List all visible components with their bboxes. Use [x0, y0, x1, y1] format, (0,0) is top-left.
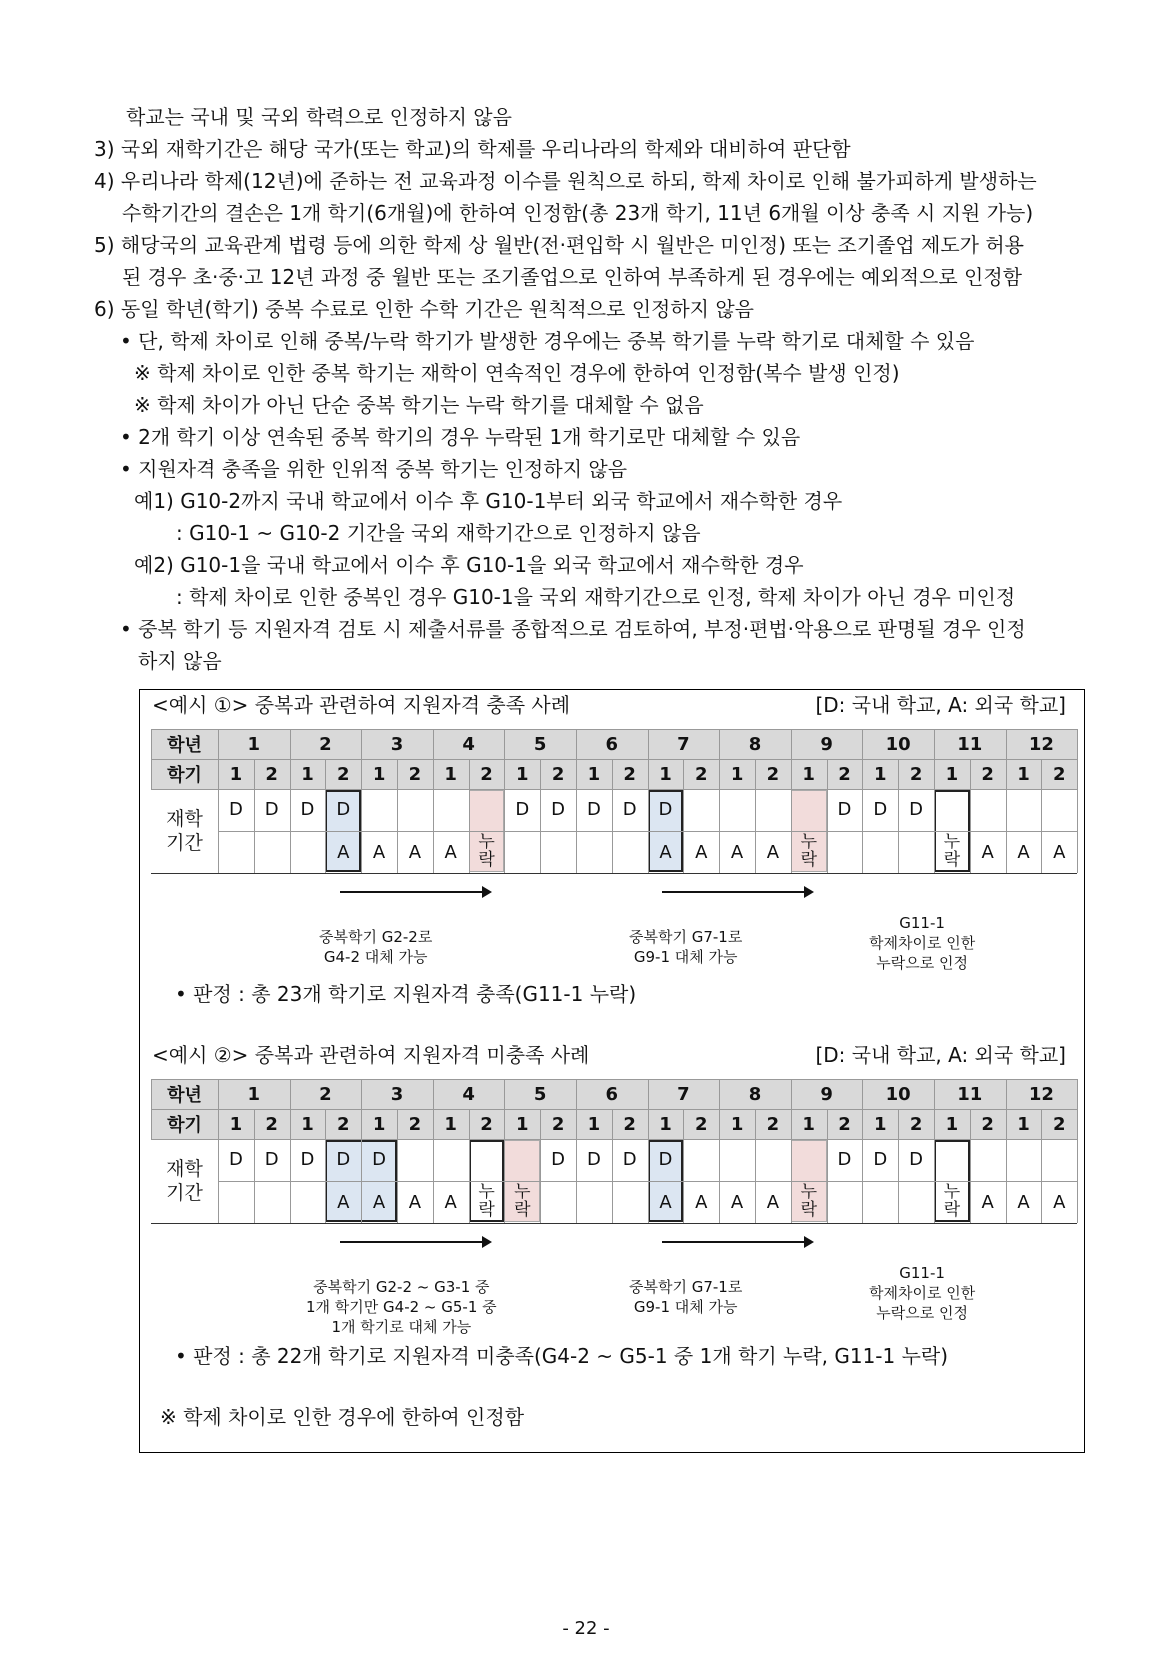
domestic-cell: D: [622, 798, 637, 820]
semester-number: 2: [909, 763, 923, 785]
paragraph-line: : 학제 차이로 인한 중복인 경우 G10-1을 국외 재학기간으로 인정, 학제 차이가 아닌 경우 미인정: [176, 585, 1016, 609]
semester-number: 1: [372, 763, 386, 785]
domestic-cell: D: [551, 798, 566, 820]
semester-number: 2: [981, 763, 994, 785]
semester-number: 1: [802, 763, 815, 785]
grid-line: [1006, 1079, 1007, 1223]
domestic-cell: D: [264, 1148, 279, 1170]
abroad-cell: A: [444, 1191, 457, 1213]
semester-label: 학기: [167, 1115, 202, 1136]
grid-line: [862, 1079, 863, 1223]
semester-number: 1: [372, 1113, 386, 1135]
grid-line: [648, 1079, 649, 1223]
grid-line: [218, 831, 1077, 832]
example1-title: <예시 ①> 중복과 관련하여 지원자격 충족 사례: [152, 693, 571, 717]
domestic-cell: D: [873, 798, 888, 820]
semester-number: 2: [981, 1113, 994, 1135]
grid-line: [218, 1079, 219, 1223]
enrollment-label: 재학 기간: [166, 808, 203, 854]
paragraph-line: • 중복 학기 등 지원자격 검토 시 제출서류를 종합적으로 검토하여, 부정·편법·악용으로 판명될 경우 인정: [120, 617, 1026, 641]
grade-number: 5: [533, 1083, 547, 1105]
grid-line: [397, 1109, 398, 1223]
grade-number: 8: [748, 1083, 762, 1105]
note-text: 중복학기 G7-1로 G9-1 대체 가능: [629, 1278, 743, 1316]
abroad-cell: A: [337, 1191, 350, 1213]
grid-line: [934, 1079, 935, 1223]
grade-number: 6: [605, 733, 619, 755]
arrow-icon: [662, 891, 812, 893]
semester-number: 1: [874, 763, 887, 785]
abroad-cell: A: [981, 841, 994, 863]
paragraph-line: • 지원자격 충족을 위한 인위적 중복 학기는 인정하지 않음: [120, 457, 628, 481]
grid-line: [254, 759, 255, 873]
abroad-cell: A: [695, 1191, 708, 1213]
missing-cell: 누 락: [478, 832, 495, 870]
grade-number: 2: [319, 733, 332, 755]
missing-cell: 누 락: [943, 1182, 961, 1220]
semester-number: 2: [909, 1113, 923, 1135]
domestic-cell: D: [658, 1148, 673, 1170]
grid-line: [504, 1079, 505, 1223]
semester-number: 2: [265, 1113, 278, 1135]
semester-number: 2: [623, 763, 636, 785]
grid-line: [151, 1109, 1077, 1110]
paragraph-line: 학교는 국내 및 국외 학력으로 인정하지 않음: [126, 105, 512, 129]
grid-line: [290, 1079, 291, 1223]
domestic-cell: D: [909, 798, 924, 820]
domestic-cell: D: [586, 798, 601, 820]
semester-number: 1: [229, 1113, 243, 1135]
grid-line: [433, 1079, 434, 1223]
semester-number: 1: [945, 1113, 959, 1135]
grade-number: 11: [957, 733, 983, 755]
example2-remark: ※ 학제 차이로 인한 경우에 한하여 인정함: [160, 1405, 525, 1429]
example2-legend: [D: 국내 학교, A: 외국 학교]: [815, 1043, 1066, 1067]
domestic-cell: D: [300, 798, 315, 820]
abroad-cell: A: [730, 841, 744, 863]
grade-number: 1: [247, 733, 261, 755]
grade-number: 11: [957, 1083, 983, 1105]
paragraph-line: 수학기간의 결손은 1개 학기(6개월)에 한하여 인정함(총 23개 학기, 11년 6개월 이상 충족 시 지원 가능): [122, 201, 1034, 225]
grid-line: [540, 759, 541, 873]
grid-line: [612, 759, 613, 873]
semester-number: 2: [1053, 763, 1066, 785]
domestic-cell: D: [336, 1148, 351, 1170]
grid-line: [934, 729, 935, 873]
paragraph-line: ※ 학제 차이가 아닌 단순 중복 학기는 누락 학기를 대체할 수 없음: [134, 393, 704, 417]
grid-line: [576, 729, 577, 873]
abroad-cell: A: [408, 1191, 422, 1213]
domestic-cell: D: [372, 1148, 387, 1170]
paragraph-line: 4) 우리나라 학제(12년)에 준하는 전 교육과정 이수를 원칙으로 하되, 학제 차이로 인해 불가피하게 발생하는: [94, 169, 1037, 193]
abroad-cell: A: [408, 841, 422, 863]
paragraph-line: 된 경우 초·중·고 12년 과정 중 월반 또는 조기졸업으로 인하여 부족하게 된 경우에는 예외적으로 인정함: [122, 265, 1022, 289]
missing-cell: 누 락: [800, 1182, 818, 1220]
grade-number: 7: [677, 733, 690, 755]
grid-line: [683, 759, 684, 873]
domestic-cell: D: [228, 1148, 243, 1170]
example1-legend: [D: 국내 학교, A: 외국 학교]: [815, 693, 1066, 717]
grid-line: [469, 1109, 470, 1223]
paragraph-line: • 2개 학기 이상 연속된 중복 학기의 경우 누락된 1개 학기로만 대체할 수 있음: [120, 425, 801, 449]
grid-line: [151, 729, 1077, 730]
domestic-cell: D: [228, 798, 243, 820]
grade-number: 5: [533, 733, 547, 755]
grid-line: [1077, 729, 1078, 873]
semester-number: 2: [766, 1113, 780, 1135]
domestic-cell: D: [622, 1148, 637, 1170]
domestic-cell: D: [837, 798, 852, 820]
semester-number: 1: [730, 763, 744, 785]
grade-label: 학년: [167, 1085, 202, 1106]
paragraph-line: • 단, 학제 차이로 인해 중복/누락 학기가 발생한 경우에는 중복 학기를 누락 학기로 대체할 수 있음: [120, 329, 975, 353]
note-text: G11-1 학제차이로 인한 누락으로 인정: [869, 914, 976, 972]
domestic-cell: D: [551, 1148, 566, 1170]
grid-line: [827, 1109, 828, 1223]
grade-number: 7: [677, 1083, 690, 1105]
grid-line: [1077, 1079, 1078, 1223]
grid-line: [862, 729, 863, 873]
abroad-cell: A: [372, 1191, 386, 1213]
grade-number: 12: [1028, 733, 1054, 755]
semester-number: 2: [480, 763, 493, 785]
domestic-cell: D: [658, 798, 673, 820]
note-text: G11-1 학제차이로 인한 누락으로 인정: [869, 1264, 976, 1322]
semester-number: 1: [587, 763, 601, 785]
grid-line: [719, 729, 720, 873]
semester-number: 2: [337, 1113, 350, 1135]
semester-number: 1: [874, 1113, 887, 1135]
semester-number: 1: [516, 763, 529, 785]
domestic-cell: D: [909, 1148, 924, 1170]
grade-number: 1: [247, 1083, 261, 1105]
semester-number: 1: [301, 763, 314, 785]
grid-line: [151, 1079, 1077, 1080]
semester-number: 2: [408, 1113, 422, 1135]
semester-number: 2: [551, 763, 565, 785]
note-text: 중복학기 G2-2로 G4-2 대체 가능: [319, 928, 433, 966]
example1-judgement: • 판정 : 총 23개 학기로 지원자격 충족(G11-1 누락): [175, 982, 637, 1006]
grid-line: [755, 759, 756, 873]
grade-number: 3: [390, 1083, 404, 1105]
abroad-cell: A: [730, 1191, 744, 1213]
semester-number: 1: [516, 1113, 529, 1135]
grid-line: [325, 1109, 326, 1223]
domestic-cell: D: [264, 798, 279, 820]
semester-number: 2: [265, 763, 278, 785]
paragraph-line: : G10-1 ~ G10-2 기간을 국외 재학기간으로 인정하지 않음: [176, 521, 701, 545]
abroad-cell: A: [1053, 841, 1066, 863]
domestic-cell: D: [873, 1148, 888, 1170]
missing-cell: 누 락: [514, 1182, 531, 1220]
abroad-cell: A: [659, 1191, 672, 1213]
grid-line: [218, 1181, 1077, 1182]
grid-line: [1006, 729, 1007, 873]
grade-label: 학년: [167, 735, 202, 756]
paragraph-line: 예1) G10-2까지 국내 학교에서 이수 후 G10-1부터 외국 학교에서 재수학한 경우: [134, 489, 843, 513]
grid-line: [325, 759, 326, 873]
grid-line: [151, 789, 1077, 790]
grid-line: [683, 1109, 684, 1223]
semester-number: 1: [730, 1113, 744, 1135]
example-box: [139, 689, 1085, 1453]
grade-number: 12: [1028, 1083, 1054, 1105]
grade-number: 4: [462, 733, 475, 755]
semester-number: 2: [838, 763, 851, 785]
grid-line: [576, 1079, 577, 1223]
semester-number: 1: [1017, 763, 1030, 785]
grade-number: 6: [605, 1083, 619, 1105]
grid-line: [827, 759, 828, 873]
semester-number: 2: [551, 1113, 565, 1135]
semester-number: 2: [695, 763, 708, 785]
note-text: 중복학기 G2-2 ~ G3-1 중 1개 학기만 G4-2 ~ G5-1 중 1개 학기로 대체 가능: [306, 1278, 497, 1336]
semester-number: 1: [444, 763, 457, 785]
grid-line: [755, 1109, 756, 1223]
semester-number: 1: [1017, 1113, 1030, 1135]
example2-title: <예시 ②> 중복과 관련하여 지원자격 미충족 사례: [152, 1043, 590, 1067]
grade-number: 8: [748, 733, 762, 755]
abroad-cell: A: [695, 841, 708, 863]
grade-number: 3: [390, 733, 404, 755]
semester-number: 1: [444, 1113, 457, 1135]
abroad-cell: A: [372, 841, 386, 863]
semester-number: 2: [337, 763, 350, 785]
abroad-cell: A: [766, 841, 780, 863]
grade-number: 4: [462, 1083, 475, 1105]
grid-line: [151, 759, 1077, 760]
grid-line: [218, 729, 219, 873]
grid-line: [648, 729, 649, 873]
grade-number: 10: [885, 1083, 911, 1105]
abroad-cell: A: [981, 1191, 994, 1213]
semester-number: 1: [587, 1113, 601, 1135]
grid-line: [361, 729, 362, 873]
grid-line: [151, 1139, 1077, 1140]
semester-number: 2: [1053, 1113, 1066, 1135]
semester-number: 1: [301, 1113, 314, 1135]
grid-line: [612, 1109, 613, 1223]
grade-number: 9: [820, 733, 833, 755]
semester-label: 학기: [167, 765, 202, 786]
grid-line: [540, 1109, 541, 1223]
grid-line: [361, 1079, 362, 1223]
paragraph-line: ※ 학제 차이로 인한 중복 학기는 재학이 연속적인 경우에 한하여 인정함(복수 발생 인정): [134, 361, 900, 385]
grid-line: [970, 1109, 971, 1223]
domestic-cell: D: [837, 1148, 852, 1170]
missing-cell: 누 락: [800, 832, 818, 870]
grid-line: [1041, 759, 1042, 873]
example2-judgement: • 판정 : 총 22개 학기로 지원자격 미충족(G4-2 ~ G5-1 중 1개 학기 누락, G11-1 누락): [175, 1344, 949, 1368]
page-number: - 22 -: [562, 1618, 610, 1639]
missing-cell: 누 락: [943, 832, 961, 870]
grid-line: [504, 729, 505, 873]
grid-line: [791, 1079, 792, 1223]
grid-line: [719, 1079, 720, 1223]
paragraph-line: 3) 국외 재학기간은 해당 국가(또는 학교)의 학제를 우리나라의 학제와 대비하여 판단함: [94, 137, 851, 161]
abroad-cell: A: [337, 841, 350, 863]
grid-line: [433, 729, 434, 873]
abroad-cell: A: [1017, 1191, 1030, 1213]
domestic-cell: D: [336, 798, 351, 820]
paragraph-line: 하지 않음: [138, 649, 222, 673]
semester-number: 1: [659, 763, 672, 785]
semester-number: 2: [480, 1113, 493, 1135]
abroad-cell: A: [766, 1191, 780, 1213]
domestic-cell: D: [300, 1148, 315, 1170]
paragraph-line: 5) 해당국의 교육관계 법령 등에 의한 학제 상 월반(전·편입학 시 월반은 미인정) 또는 조기졸업 제도가 허용: [94, 233, 1024, 257]
grid-line: [898, 1109, 899, 1223]
arrow-icon: [340, 891, 490, 893]
note-text: 중복학기 G7-1로 G9-1 대체 가능: [629, 928, 743, 966]
grade-number: 2: [319, 1083, 332, 1105]
semester-number: 1: [659, 1113, 672, 1135]
abroad-cell: A: [659, 841, 672, 863]
domestic-cell: D: [515, 798, 530, 820]
semester-number: 2: [623, 1113, 636, 1135]
grade-number: 9: [820, 1083, 833, 1105]
grid-line: [254, 1109, 255, 1223]
grid-line: [970, 759, 971, 873]
semester-number: 2: [695, 1113, 708, 1135]
grid-line: [1041, 1109, 1042, 1223]
abroad-cell: A: [444, 841, 457, 863]
grid-line: [791, 729, 792, 873]
semester-number: 2: [838, 1113, 851, 1135]
grid-line: [898, 759, 899, 873]
semester-number: 2: [766, 763, 780, 785]
arrow-icon: [340, 1241, 490, 1243]
abroad-cell: A: [1053, 1191, 1066, 1213]
grid-line: [151, 1223, 1077, 1224]
missing-cell: 누 락: [478, 1182, 495, 1220]
semester-number: 1: [229, 763, 243, 785]
semester-number: 1: [802, 1113, 815, 1135]
semester-number: 2: [408, 763, 422, 785]
grid-line: [290, 729, 291, 873]
semester-number: 1: [945, 763, 959, 785]
grid-line: [469, 759, 470, 873]
arrow-icon: [662, 1241, 812, 1243]
abroad-cell: A: [1017, 841, 1030, 863]
enrollment-label: 재학 기간: [166, 1158, 203, 1204]
grid-line: [151, 873, 1077, 874]
grid-line: [397, 759, 398, 873]
paragraph-line: 예2) G10-1을 국내 학교에서 이수 후 G10-1을 외국 학교에서 재수학한 경우: [134, 553, 804, 577]
domestic-cell: D: [586, 1148, 601, 1170]
grade-number: 10: [885, 733, 911, 755]
paragraph-line: 6) 동일 학년(학기) 중복 수료로 인한 수학 기간은 원칙적으로 인정하지 않음: [94, 297, 754, 321]
